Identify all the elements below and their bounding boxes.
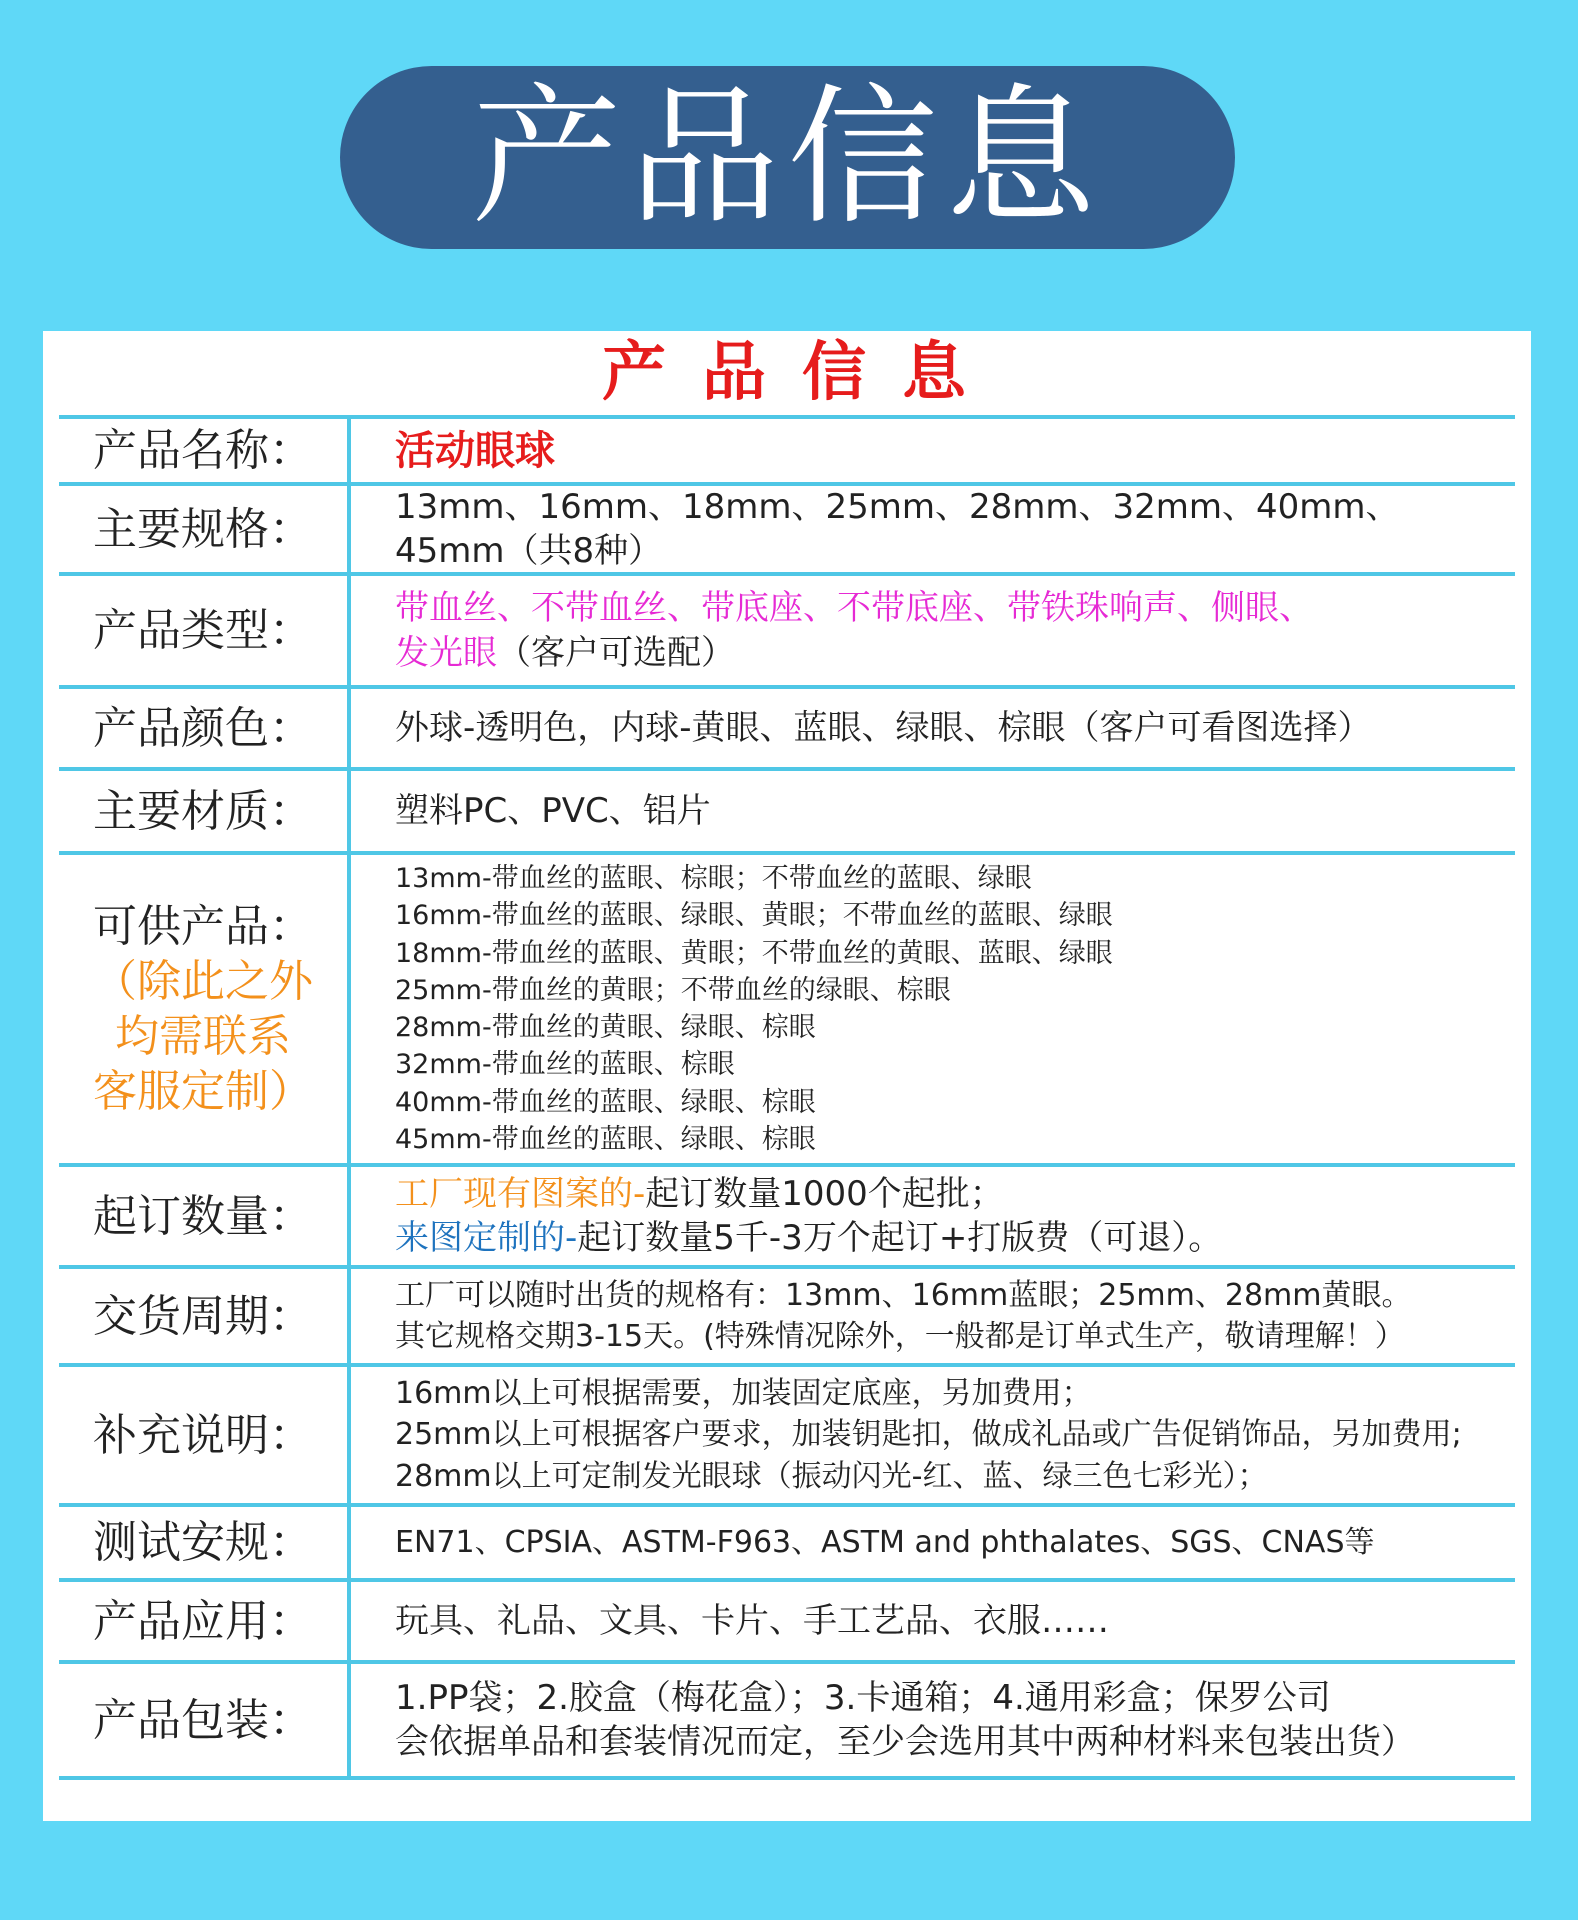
type-note: （客户可选配） (497, 632, 735, 673)
row-value: 塑料PC、PVC、铝片 (395, 790, 711, 831)
info-table (59, 415, 1515, 1780)
row-label (59, 855, 351, 1163)
list-item: 18mm-带血丝的蓝眼、黄眼；不带血丝的黄眼、蓝眼、绿眼 (395, 937, 1113, 969)
row-moq (59, 1167, 1515, 1269)
row-value: 13mm、16mm、18mm、25mm、28mm、32mm、40mm、45mm（共8种） (395, 486, 1400, 571)
header-banner (340, 66, 1235, 249)
notes-line-1: 16mm以上可根据需要，加装固定底座，另加费用； (395, 1375, 1092, 1411)
row-value (351, 419, 1515, 482)
available-label: 可供产品： (93, 901, 313, 952)
row-label: 产品颜色： (59, 689, 351, 767)
delivery-line-2: 其它规格交期3-15天。(特殊情况除外，一般都是订单式生产，敬请理解！） (395, 1319, 1405, 1354)
row-value: EN71、CPSIA、ASTM-F963、ASTM and phthalates、SGS、CNAS等 (395, 1524, 1375, 1560)
packaging-line-1: 1.PP袋；2.胶盒（梅花盒）；3.卡通箱；4.通用彩盒；保罗公司 (395, 1677, 1331, 1718)
row-label: 起订数量： (59, 1167, 351, 1265)
moq-existing-text: 起订数量1000个起批； (645, 1173, 1004, 1214)
row-product-type (59, 576, 1515, 689)
row-value (351, 1269, 1515, 1363)
packaging-line-2: 会依据单品和套装情况而定，至少会选用其中两种材料来包装出货） (395, 1722, 1415, 1762)
list-item: 40mm-带血丝的蓝眼、绿眼、棕眼 (395, 1086, 816, 1118)
moq-existing-prefix: 工厂现有图案的- (395, 1173, 646, 1214)
product-name-value: 活动眼球 (395, 427, 555, 474)
moq-custom-prefix: 来图定制的- (395, 1218, 578, 1258)
row-notes (59, 1367, 1515, 1507)
list-item: 32mm-带血丝的蓝眼、棕眼 (395, 1049, 735, 1081)
row-value (351, 1167, 1515, 1265)
notes-line-2: 25mm以上可根据客户要求，加装钥匙扣，做成礼品或广告促销饰品，另加费用; (395, 1417, 1462, 1453)
available-note-1: （除此之外 (93, 956, 313, 1007)
available-note-2: 均需联系 (115, 1011, 291, 1062)
row-label: 交货周期： (59, 1269, 351, 1363)
row-product-color (59, 689, 1515, 771)
row-label: 产品类型： (59, 576, 351, 685)
type-option-glow: 发光眼 (395, 632, 497, 673)
row-safety-tests (59, 1507, 1515, 1582)
list-item: 13mm-带血丝的蓝眼、棕眼；不带血丝的蓝眼、绿眼 (395, 863, 1032, 894)
row-main-specs (59, 486, 1515, 576)
delivery-line-1: 工厂可以随时出货的规格有：13mm、16mm蓝眼；25mm、28mm黄眼。 (395, 1277, 1412, 1313)
row-label: 主要材质： (59, 771, 351, 851)
type-options: 带血丝、不带血丝、带底座、不带底座、带铁珠响声、侧眼、 (395, 588, 1313, 629)
available-note-3: 客服定制） (93, 1066, 313, 1117)
row-label: 产品名称： (59, 419, 351, 482)
list-item: 28mm-带血丝的黄眼、绿眼、棕眼 (395, 1012, 816, 1043)
type-line-2 (395, 631, 1509, 675)
row-packaging (59, 1664, 1515, 1780)
product-info-panel (43, 331, 1531, 1821)
row-value: 外球-透明色，内球-黄眼、蓝眼、绿眼、棕眼（客户可看图选择） (395, 707, 1372, 748)
row-available-products (59, 855, 1515, 1167)
moq-line-2 (395, 1216, 1509, 1260)
table-title: 产品信息 (602, 336, 1002, 410)
list-item: 45mm-带血丝的蓝眼、绿眼、棕眼 (395, 1123, 816, 1155)
list-item: 16mm-带血丝的蓝眼、绿眼、黄眼；不带血丝的蓝眼、绿眼 (395, 900, 1113, 932)
type-line-1 (395, 586, 1509, 630)
row-delivery (59, 1269, 1515, 1367)
row-value: 玩具、礼品、文具、卡片、手工艺品、衣服…… (395, 1600, 1109, 1641)
row-value (351, 1664, 1515, 1776)
row-label: 测试安规： (59, 1507, 351, 1578)
list-item: 25mm-带血丝的黄眼；不带血丝的绿眼、棕眼 (395, 974, 951, 1006)
row-value (351, 576, 1515, 685)
row-label: 主要规格： (59, 486, 351, 572)
banner-title: 产品信息 (471, 70, 1104, 245)
row-label: 产品应用： (59, 1582, 351, 1660)
row-label: 产品包装： (59, 1664, 351, 1776)
row-label: 补充说明： (59, 1367, 351, 1503)
moq-custom-text: 起订数量5千-3万个起订+打版费（可退）。 (577, 1218, 1223, 1258)
moq-line-1 (395, 1172, 1509, 1216)
notes-line-3: 28mm以上可定制发光眼球（振动闪光-红、蓝、绿三色七彩光）； (395, 1458, 1268, 1494)
row-product-name (59, 419, 1515, 486)
row-value (351, 1367, 1515, 1503)
row-material (59, 771, 1515, 855)
row-value (351, 855, 1515, 1163)
row-application (59, 1582, 1515, 1664)
